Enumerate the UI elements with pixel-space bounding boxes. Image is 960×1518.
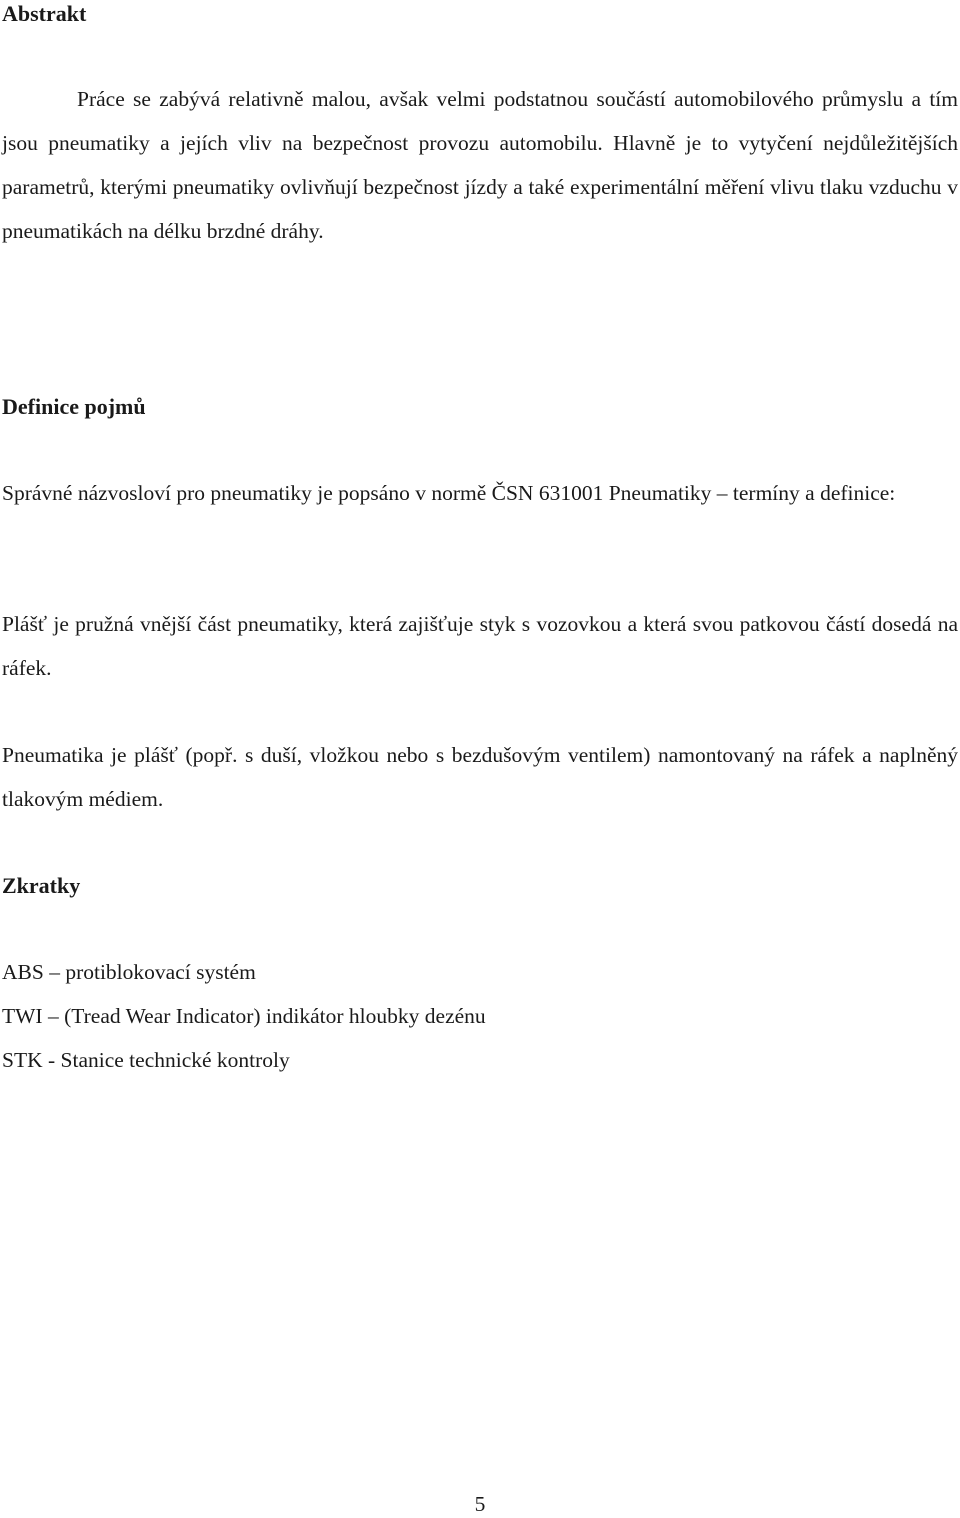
- plast-definition-paragraph: Plášť je pružná vnější část pneumatiky, která zajišťuje styk s vozovkou a která svou patkovou částí dosedá na ráfek.: [2, 612, 958, 680]
- page-number: 5: [474, 1492, 486, 1516]
- abbreviation-abs: ABS – protiblokovací systém: [2, 960, 256, 984]
- abbreviation-stk: STK - Stanice technické kontroly: [2, 1048, 290, 1072]
- abstract-paragraph: Práce se zabývá relativně malou, avšak velmi podstatnou součástí automobilového průmyslu a tím jsou pneumatiky a jejích vliv na bezpečnost provozu automobilu. Hlavně je to vytyčení nejdůležitějších parametrů, kterými pneumatiky ovlivňují bezpečnost jízdy a také experimentální měření vlivu tlaku vzduchu v pneumatikách na délku brzdné dráhy.: [2, 87, 958, 243]
- abstract-heading: Abstrakt: [2, 1, 87, 26]
- definitions-intro-paragraph: Správné názvosloví pro pneumatiky je popsáno v normě ČSN 631001 Pneumatiky – termíny a definice:: [2, 481, 896, 505]
- pneumatika-definition-paragraph: Pneumatika je plášť (popř. s duší, vložkou nebo s bezdušovým ventilem) namontovaný na ráfek a naplněný tlakovým médiem.: [2, 743, 958, 811]
- abbreviations-heading: Zkratky: [2, 873, 81, 898]
- abbreviations-list: [2, 950, 958, 1082]
- abbreviation-twi: TWI – (Tread Wear Indicator) indikátor hloubky dezénu: [2, 1004, 486, 1028]
- definitions-heading: Definice pojmů: [2, 394, 146, 419]
